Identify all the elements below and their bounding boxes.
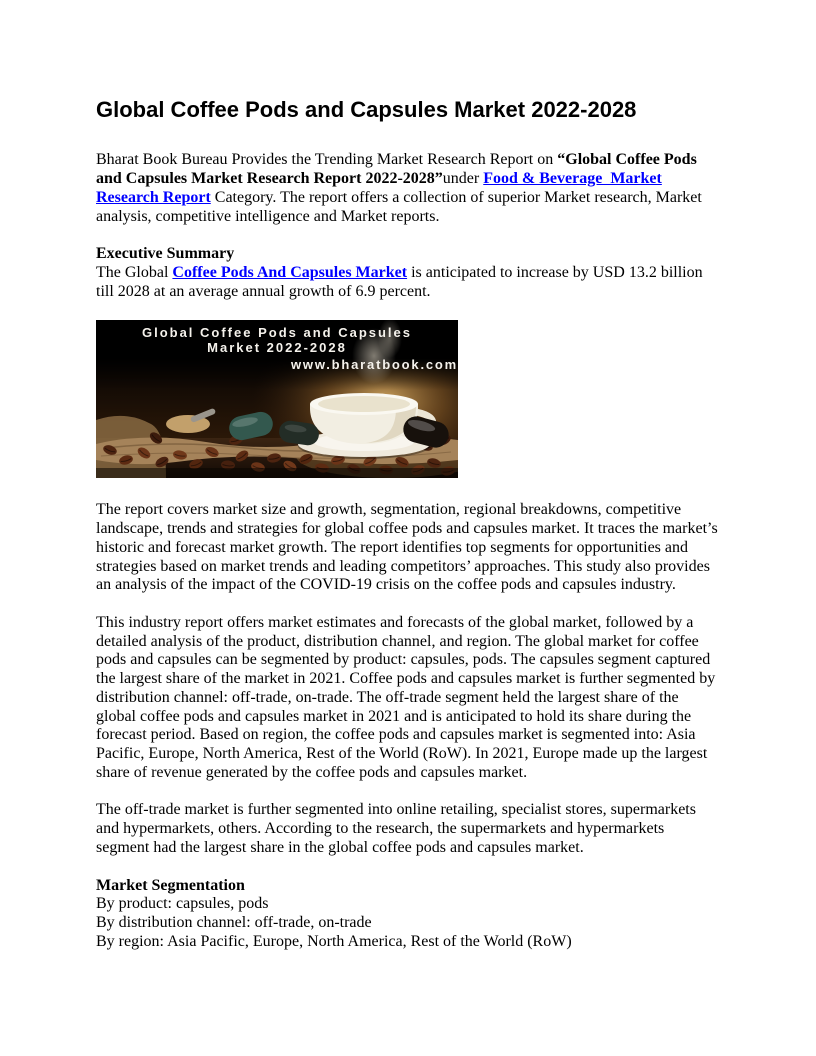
- intro-bold-report-name: “Global Coffee Pods and Capsules Market Research Report 2022-2028”: [96, 151, 697, 188]
- exec-text-1: The Global: [96, 263, 173, 281]
- intro-text-1: Bharat Book Bureau Provides the Trending Market Research Report on: [96, 151, 558, 169]
- promo-image: [96, 320, 458, 478]
- promo-title-line2: Market 2022-2028: [207, 340, 347, 356]
- segmentation-line-product: By product: capsules, pods: [96, 895, 269, 913]
- executive-summary-paragraph: [96, 264, 720, 301]
- segmentation-line-region: By region: Asia Pacific, Europe, North America, Rest of the World (RoW): [96, 932, 572, 950]
- market-segmentation-heading: Market Segmentation: [96, 876, 245, 894]
- promo-image-title: [96, 325, 458, 355]
- exec-text-2: is anticipated to increase by USD 13.2 billion till 2028 at an average annual growth of 6.9 percent.: [96, 263, 703, 300]
- executive-summary-heading: Executive Summary: [96, 245, 235, 263]
- report-paragraph-1: The report covers market size and growth, segmentation, regional breakdowns, competitive landscape, trends and strategies for global coffee pods and capsules market. It traces the market’s historic and forecast market growth. The report identifies top segments for opportunities and strategies based on market trends and leading competitors’ approaches. This study also provides an analysis of the impact of the COVID-19 crisis on the coffee pods and capsules industry.: [96, 501, 718, 594]
- coffee-pods-market-link[interactable]: Coffee Pods And Capsules Market: [172, 263, 408, 281]
- promo-title-line1: Global Coffee Pods and Capsules: [141, 325, 413, 341]
- intro-text-2: under: [442, 170, 484, 188]
- page-title: Global Coffee Pods and Capsules Market 2022-2028: [96, 97, 637, 122]
- promo-image-website: www.bharatbook.com: [291, 357, 458, 373]
- intro-text-3: Category. The report offers a collection of superior Market research, Market analysis, competitive intelligence and Market reports.: [96, 188, 702, 225]
- report-paragraph-2: This industry report offers market estimates and forecasts of the global market, followed by a detailed analysis of the product, distribution channel, and region. The global market for coffee pods and capsules can be segmented by product: capsules, pods. The capsules segment captured the largest share of the market in 2021. Coffee pods and capsules market is further segmented by distribution channel: off-trade, on-trade. The off-trade segment held the largest share of the global coffee pods and capsules market in 2021 and is anticipated to hold its share during the forecast period. Based on region, the coffee pods and capsules market is segmented into: Asia Pacific, Europe, North America, Rest of the World (RoW). In 2021, Europe made up the largest share of revenue generated by the coffee pods and capsules market.: [96, 614, 716, 781]
- segmentation-line-distribution: By distribution channel: off-trade, on-trade: [96, 914, 372, 932]
- food-beverage-category-link[interactable]: Food & Beverage Market Research Report: [96, 170, 662, 206]
- intro-paragraph: [96, 151, 720, 226]
- report-paragraph-3: The off-trade market is further segmented into online retailing, specialist stores, supermarkets and hypermarkets, others. According to the research, the supermarkets and hypermarkets segment had the largest share in the global coffee pods and capsules market.: [96, 801, 696, 856]
